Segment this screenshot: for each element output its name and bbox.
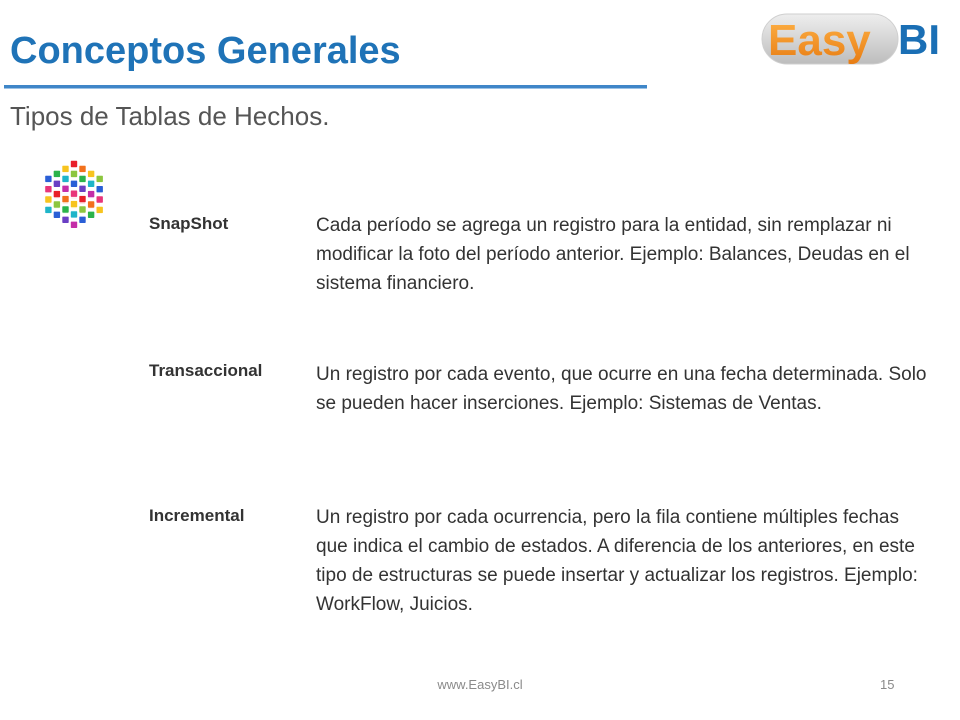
easybi-logo <box>760 6 946 68</box>
row-label-incremental: Incremental <box>149 506 245 525</box>
row-label-transaccional: Transaccional <box>149 361 263 380</box>
row-text-incremental: Un registro por cada ocurrencia, pero la fila contiene múltiples fechas que indica el cambio de estados. A diferencia de los anteriores, en este tipo de estructuras se puede insertar y actualizar los registros. Ejemplo: WorkFlow, Juicios. <box>316 507 918 615</box>
title-underline <box>4 85 647 89</box>
logo-text-bi: BI <box>898 16 940 63</box>
row-text-snapshot: Cada período se agrega un registro para la entidad, sin remplazar ni modificar la foto del período anterior. Ejemplo: Balances, Deudas en el sistema financiero. <box>316 215 910 294</box>
footer-url[interactable]: www.EasyBI.cl <box>437 677 523 692</box>
row-text-transaccional: Un registro por cada evento, que ocurre en una fecha determinada. Solo se pueden hacer inserciones. Ejemplo: Sistemas de Ventas. <box>316 364 927 414</box>
cube-icon <box>24 146 124 246</box>
page-title: Conceptos Generales <box>10 30 401 72</box>
logo-text-easy: Easy <box>768 16 871 65</box>
page-subtitle: Tipos de Tablas de Hechos. <box>10 101 330 131</box>
page-number: 15 <box>880 677 895 692</box>
row-label-snapshot: SnapShot <box>149 214 229 233</box>
